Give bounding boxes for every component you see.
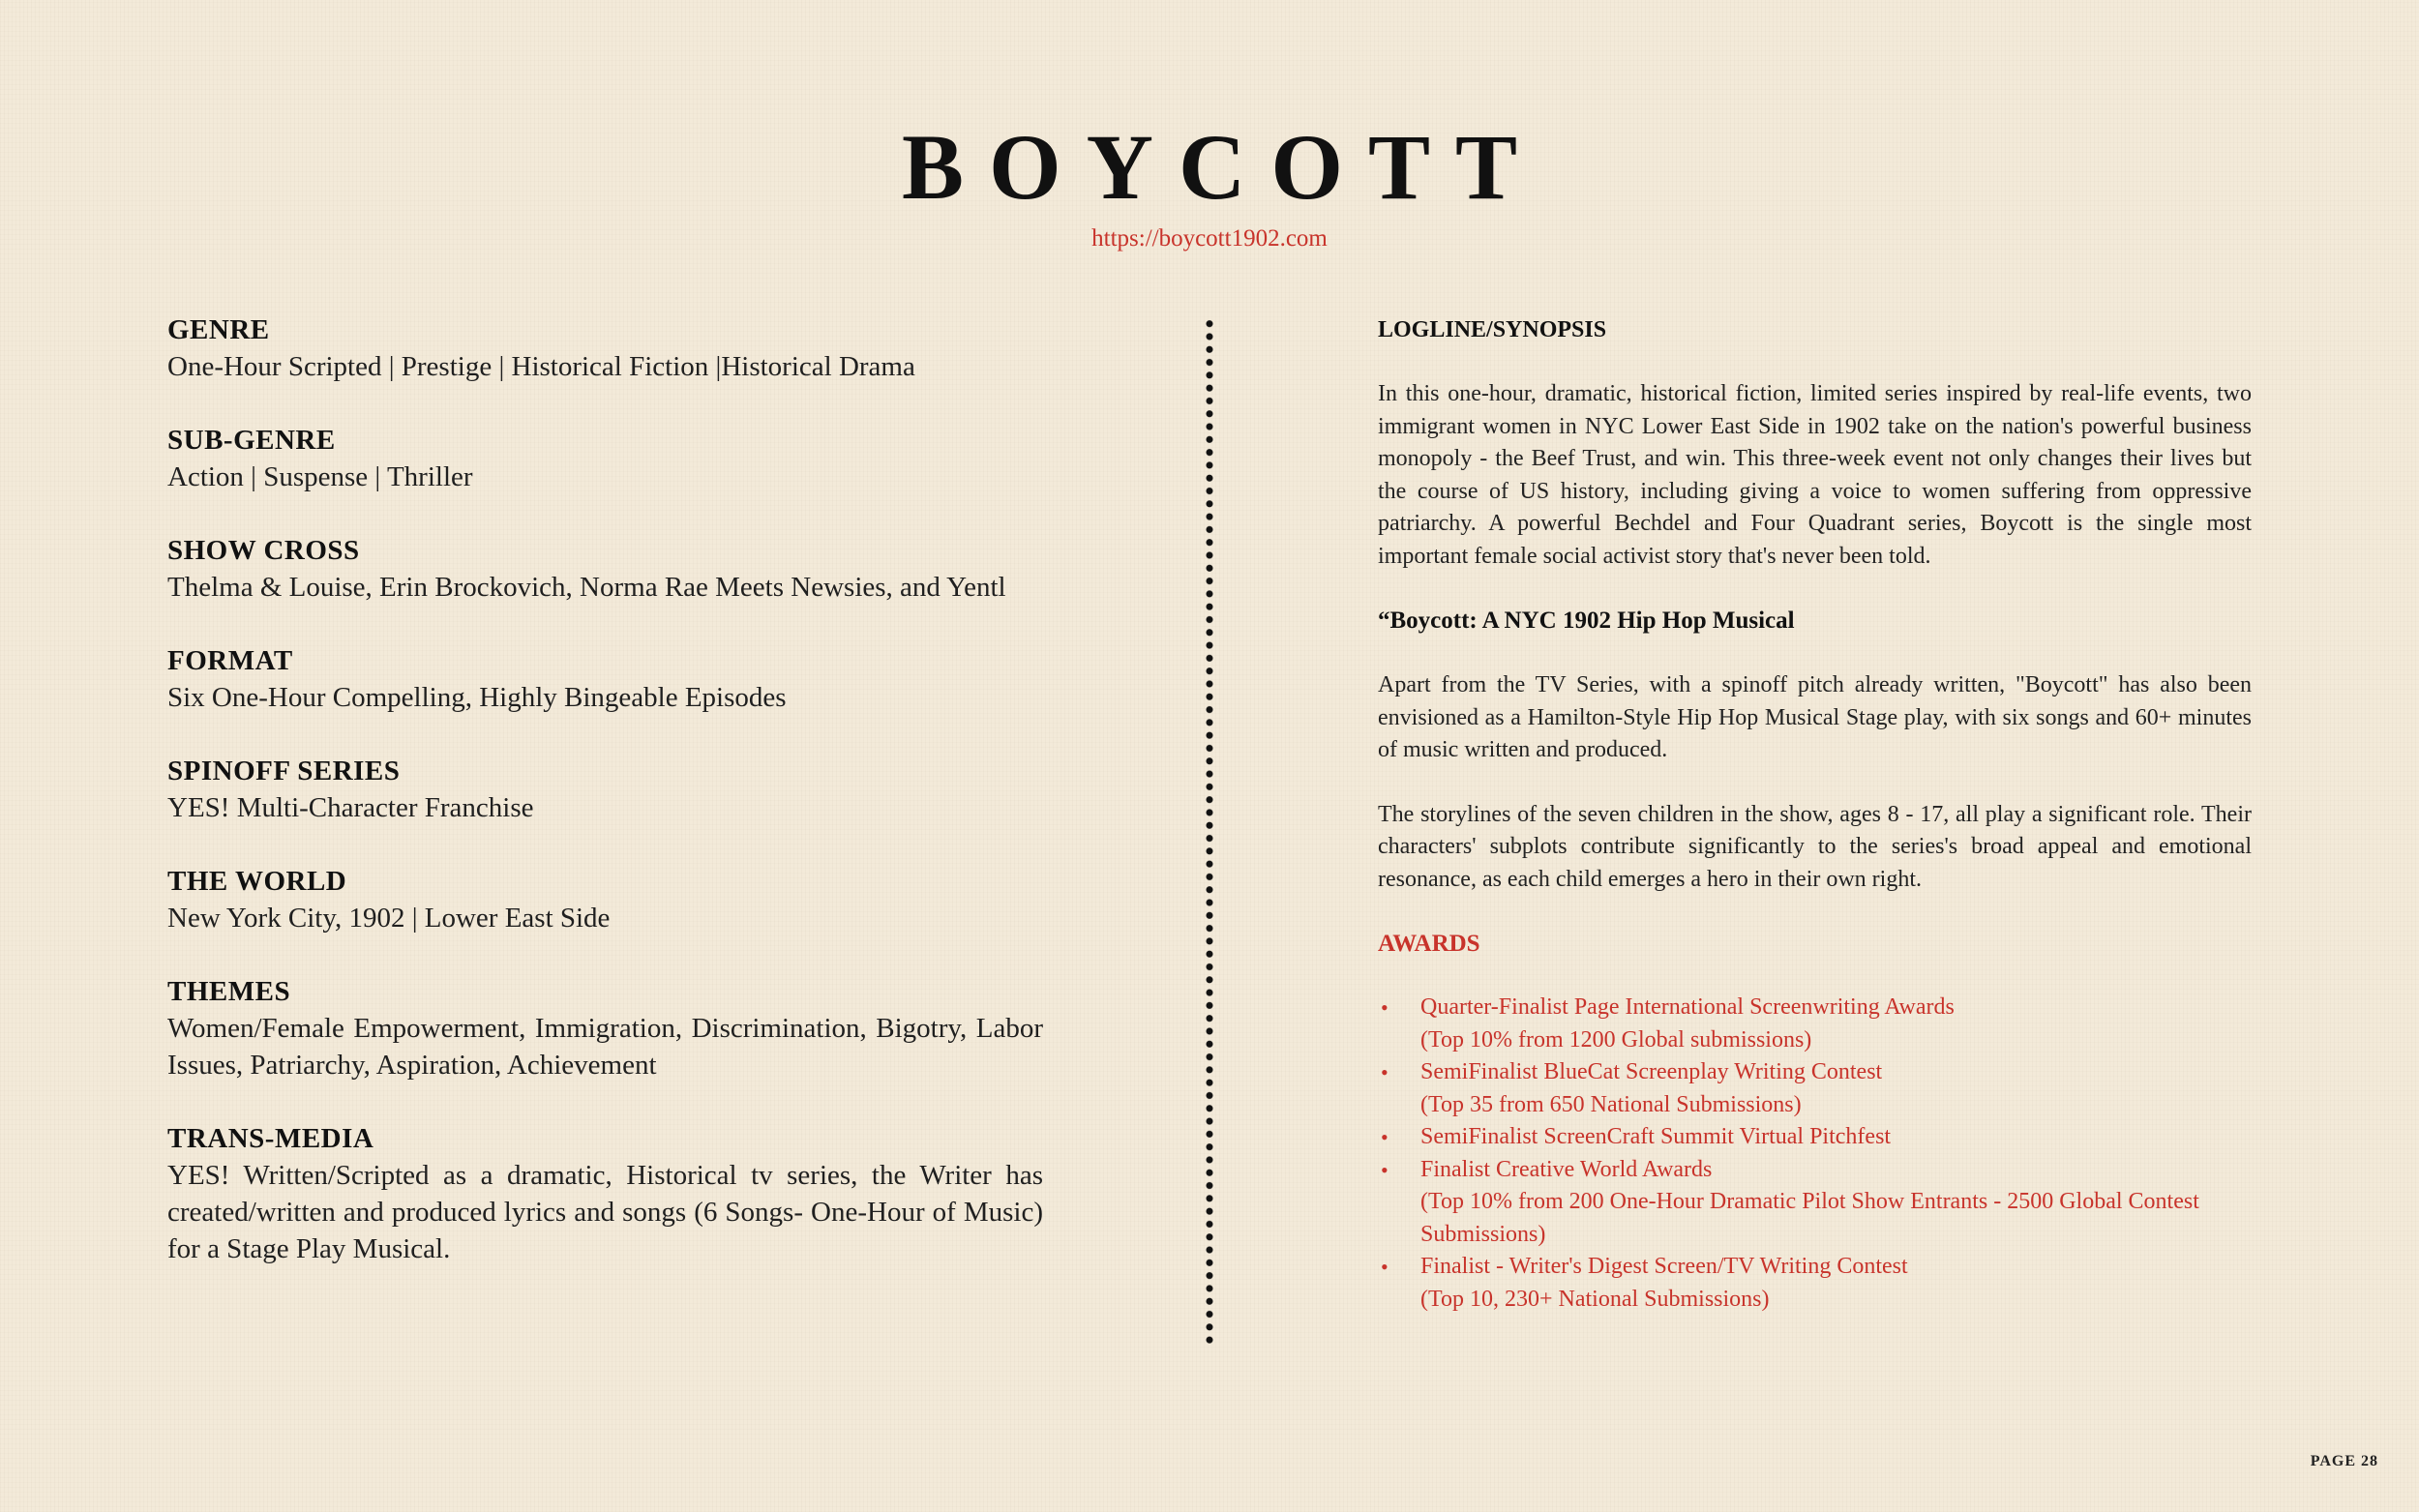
world-text: New York City, 1902 | Lower East Side [167, 903, 611, 934]
bullet-icon: • [1381, 1157, 1389, 1182]
award-title: SemiFinalist ScreenCraft Summit Virtual Pitchfest [1420, 1124, 1892, 1149]
award-title: Finalist Creative World Awards [1420, 1156, 1713, 1182]
trans-media-section [167, 1120, 1043, 1267]
award-item [1378, 1251, 2252, 1316]
sub-genre-heading: SUB-GENRE [167, 425, 336, 456]
page-title: BOYCOTT [901, 115, 1543, 219]
award-detail: (Top 10% from 1200 Global submissions) [1420, 1026, 1812, 1052]
spinoff-heading: SPINOFF SERIES [167, 756, 401, 786]
logline-text: In this one-hour, dramatic, historical fiction, limited series inspired by real-life events, two immigrant women in NYC Lower East Side in 1902 take on the nation's powerful business monopoly - the Beef Trust, and win. This three-week event not only changes their lives but the course of US history, including giving a voice to women suffering from oppressive patriarchy. A powerful Bechdel and Four Quadrant series, Boycott is the single most important female social activist story that's never been told. [1378, 381, 2252, 569]
trans-media-text: YES! Written/Scripted as a dramatic, Historical tv series, the Writer has created/written and produced lyrics and songs (6 Songs- One-Hour of Music) for a Stage Play Musical. [167, 1160, 1043, 1264]
award-item [1378, 1056, 2252, 1121]
award-detail: (Top 35 from 650 National Submissions) [1420, 1091, 1802, 1117]
themes-heading: THEMES [167, 976, 291, 1007]
award-item [1378, 992, 2252, 1056]
award-item [1378, 1121, 2252, 1154]
world-section [167, 863, 1043, 936]
spinoff-section [167, 753, 1043, 826]
award-title: Finalist - Writer's Digest Screen/TV Writing Contest [1420, 1254, 1908, 1279]
world-heading: THE WORLD [167, 866, 347, 897]
sub-genre-section [167, 422, 1043, 495]
bullet-icon: • [1381, 1255, 1389, 1279]
award-detail: (Top 10% from 200 One-Hour Dramatic Pilot Show Entrants - 2500 Global Contest Submissions) [1420, 1189, 2199, 1247]
musical-text: Apart from the TV Series, with a spinoff pitch already written, "Boycott" has also been envisioned as a Hamilton-Style Hip Hop Musical Stage play, with six songs and 60+ minutes of music written and produced. [1378, 672, 2252, 762]
website-link[interactable]: https://boycott1902.com [1091, 225, 1328, 252]
award-detail: (Top 10, 230+ National Submissions) [1420, 1286, 1770, 1312]
details-column [167, 311, 1043, 1304]
themes-section [167, 973, 1043, 1083]
genre-text: One-Hour Scripted | Prestige | Historical Fiction |Historical Drama [167, 351, 915, 382]
logline-heading: LOGLINE/SYNOPSIS [1378, 317, 1607, 342]
format-text: Six One-Hour Compelling, Highly Bingeable Episodes [167, 682, 787, 713]
award-item [1378, 1154, 2252, 1252]
format-heading: FORMAT [167, 645, 293, 676]
bullet-icon: • [1381, 1060, 1389, 1084]
dotted-divider [1206, 317, 1213, 1347]
show-cross-heading: SHOW CROSS [167, 535, 360, 566]
award-title: SemiFinalist BlueCat Screenplay Writing Contest [1420, 1059, 1883, 1084]
children-text: The storylines of the seven children in the show, ages 8 - 17, all play a significant role. Their characters' subplots contribute significantly to the series's broad appeal and emotional resonance, as each child emerges a hero in their own right. [1378, 801, 2252, 892]
sub-genre-text: Action | Suspense | Thriller [167, 461, 473, 492]
genre-heading: GENRE [167, 314, 270, 345]
themes-text: Women/Female Empowerment, Immigration, Discrimination, Bigotry, Labor Issues, Patriarchy, Aspiration, Achievement [167, 1013, 1043, 1081]
bullet-icon: • [1381, 995, 1389, 1020]
format-section [167, 642, 1043, 716]
trans-media-heading: TRANS-MEDIA [167, 1123, 374, 1154]
show-cross-section [167, 532, 1043, 606]
genre-section [167, 311, 1043, 385]
awards-list [1378, 992, 2252, 1316]
bullet-icon: • [1381, 1125, 1389, 1149]
spinoff-text: YES! Multi-Character Franchise [167, 792, 534, 823]
page-number: PAGE 28 [2310, 1453, 2378, 1469]
synopsis-column [1378, 313, 2252, 1316]
show-cross-text: Thelma & Louise, Erin Brockovich, Norma Rae Meets Newsies, and Yentl [167, 572, 1006, 603]
award-title: Quarter-Finalist Page International Screenwriting Awards [1420, 994, 1955, 1020]
musical-heading: “Boycott: A NYC 1902 Hip Hop Musical [1378, 608, 1795, 634]
awards-heading: AWARDS [1378, 931, 1480, 957]
